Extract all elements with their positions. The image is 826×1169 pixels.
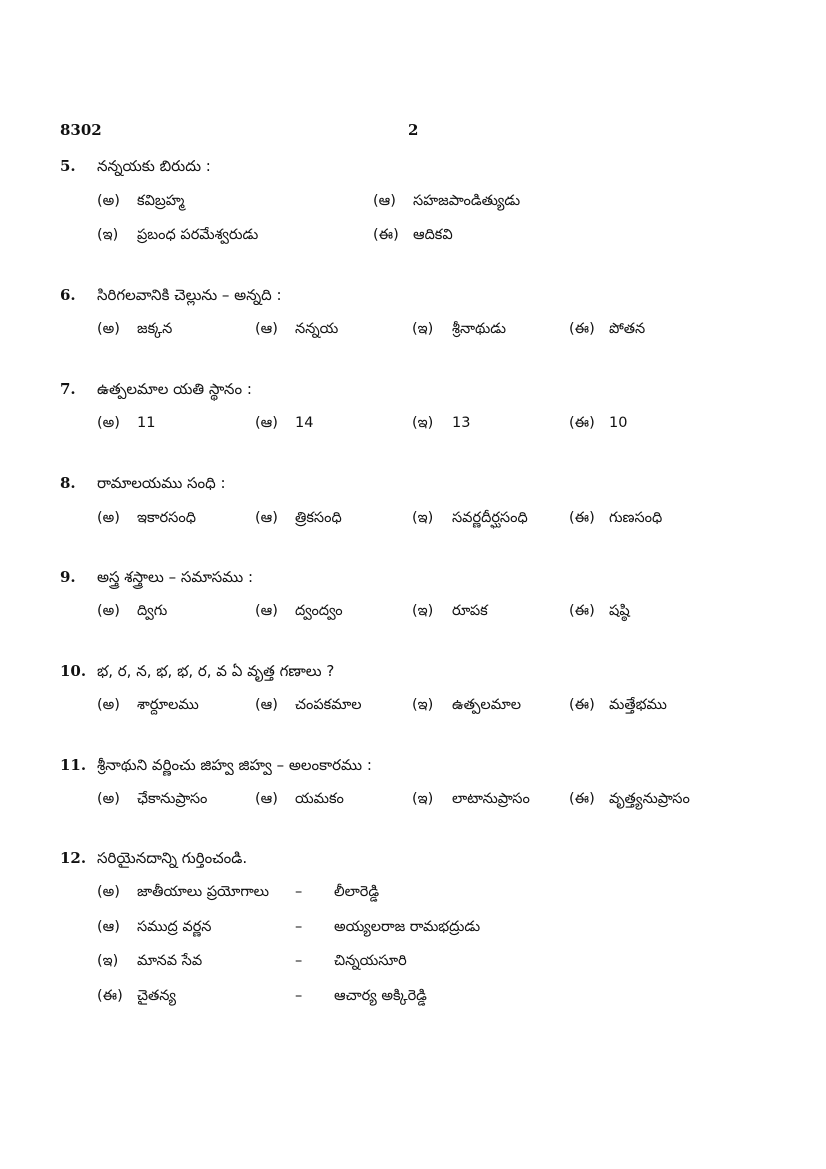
option-label: (ఆ) [255, 321, 278, 337]
option-i [412, 601, 488, 621]
match-right: ఆచార్య అక్కిరెడ్డి [334, 988, 427, 1004]
option-value: లాటానుప్రాసం [452, 791, 530, 807]
option-label: (అ) [97, 321, 120, 337]
question-number: 5. [60, 157, 76, 175]
question-text: రామాలయము సంధి : [97, 474, 226, 492]
option-label: (ఇ) [412, 510, 434, 526]
option-value: శ్రీనాథుడు [452, 321, 507, 337]
option-ii [569, 789, 690, 809]
option-label: (అ) [97, 510, 120, 526]
option-ii [569, 413, 627, 433]
option-label: (ఆ) [255, 697, 278, 713]
option-row [60, 508, 780, 528]
page-number: 2 [408, 121, 419, 139]
option-label: (ఇ) [97, 953, 119, 969]
option-i [412, 413, 470, 433]
option-ii [569, 508, 662, 528]
option-ii [569, 695, 667, 715]
option-value: ద్వంద్వం [295, 603, 343, 619]
option-value: మత్తేభము [609, 697, 667, 713]
option-label: (అ) [97, 697, 120, 713]
option-a [97, 789, 207, 809]
option-row [60, 319, 780, 339]
option-value: గుణసంధి [609, 510, 663, 526]
option-value: పోతన [609, 321, 646, 337]
option-label: (ఆ) [255, 415, 278, 431]
option-row [60, 413, 780, 433]
option-value: సవర్ణదీర్ఘసంధి [452, 510, 528, 526]
match-dash: – [295, 988, 303, 1004]
option-label: (ఈ) [569, 603, 595, 619]
option-value: ప్రబంధ పరమేశ్వరుడు [137, 227, 259, 243]
option-value: యమకం [295, 791, 344, 807]
option-a [97, 191, 184, 211]
match-left: జాతీయాలు ప్రయోగాలు [137, 884, 269, 900]
question-text: సిరిగలవానికి చెల్లును – అన్నది : [97, 286, 282, 304]
question-text: ఉత్పలమాల యతి స్థానం : [97, 380, 252, 398]
option-value: శార్దూలము [137, 697, 199, 713]
option-a [97, 413, 155, 433]
option-value: 14 [295, 415, 314, 431]
question-text: భ, ర, న, భ, భ, ర, వ ఏ వృత్త గణాలు ? [97, 662, 335, 680]
option-i [97, 225, 258, 245]
option-aa [255, 508, 342, 528]
match-dash: – [295, 953, 303, 969]
option-aa [255, 319, 338, 339]
option-label: (అ) [97, 791, 120, 807]
option-label: (ఇ) [412, 415, 434, 431]
option-ii [569, 319, 645, 339]
option-i [412, 319, 506, 339]
option-value: కవిబ్రహ్మ [137, 193, 185, 209]
question-text: అస్త్ర శస్త్రాలు – సమాసము : [97, 568, 254, 586]
option-label: (ఈ) [569, 415, 595, 431]
match-left: మానవ సేవ [137, 953, 203, 969]
match-row-ii [97, 986, 697, 1006]
match-right: అయ్యలరాజ రామభద్రుడు [334, 919, 481, 935]
question-text: సరియైనదాన్ని గుర్తించండి. [97, 849, 248, 867]
option-value: ఛేకానుప్రాసం [137, 791, 208, 807]
option-value: వృత్త్యనుప్రాసం [609, 791, 690, 807]
option-value: ఇకారసంధి [137, 510, 196, 526]
option-label: (ఈ) [569, 791, 595, 807]
option-label: (ఈ) [569, 321, 595, 337]
option-row [60, 601, 780, 621]
option-aa [255, 413, 313, 433]
option-value: నన్నయ [295, 321, 339, 337]
match-dash: – [295, 919, 303, 935]
question-number: 12. [60, 849, 87, 867]
option-label: (ఈ) [373, 227, 399, 243]
match-right: చిన్నయసూరి [334, 953, 407, 969]
option-row [60, 695, 780, 715]
paper-code: 8302 [60, 121, 102, 139]
match-dash: – [295, 884, 303, 900]
match-row-a [97, 882, 697, 902]
option-label: (ఈ) [97, 988, 123, 1004]
question-text: శ్రీనాథుని వర్ణించు జిహ్వ జిహ్వ – అలంకారము : [97, 756, 372, 774]
option-value: జక్కన [137, 321, 173, 337]
option-ii [373, 225, 453, 245]
option-value: ఉత్పలమాల [452, 697, 521, 713]
option-value: 11 [137, 415, 156, 431]
question-number: 7. [60, 380, 76, 398]
option-value: 13 [452, 415, 471, 431]
option-a [97, 695, 199, 715]
option-label: (ఆ) [255, 510, 278, 526]
option-ii [569, 601, 630, 621]
match-row-aa [97, 917, 697, 937]
option-aa [255, 695, 362, 715]
option-label: (ఆ) [97, 919, 120, 935]
option-row [60, 789, 780, 809]
question-number: 8. [60, 474, 76, 492]
option-i [412, 695, 521, 715]
option-label: (అ) [97, 193, 120, 209]
option-label: (ఇ) [97, 227, 119, 243]
option-value: సహజపాండిత్యుడు [413, 193, 521, 209]
question-number: 6. [60, 286, 76, 304]
question-number: 11. [60, 756, 87, 774]
option-value: ద్విగు [137, 603, 168, 619]
option-value: చంపకమాల [295, 697, 362, 713]
option-a [97, 319, 172, 339]
question-number: 10. [60, 662, 87, 680]
option-label: (అ) [97, 884, 120, 900]
option-aa [255, 601, 343, 621]
option-value: ఆదికవి [413, 227, 453, 243]
option-aa [255, 789, 344, 809]
match-right: లీలారెడ్డి [334, 884, 380, 900]
option-label: (అ) [97, 603, 120, 619]
match-left: సముద్ర వర్ణన [137, 919, 212, 935]
match-left: చైతన్య [137, 988, 176, 1004]
option-row [60, 225, 780, 245]
question-text: నన్నయకు బిరుదు : [97, 157, 211, 175]
option-label: (ఈ) [569, 510, 595, 526]
option-value: 10 [609, 415, 628, 431]
question-number: 9. [60, 568, 76, 586]
option-a [97, 601, 167, 621]
option-i [412, 508, 528, 528]
option-aa [373, 191, 520, 211]
option-a [97, 508, 196, 528]
option-label: (ఈ) [569, 697, 595, 713]
option-label: (ఇ) [412, 603, 434, 619]
option-i [412, 789, 530, 809]
option-label: (ఇ) [412, 791, 434, 807]
option-label: (ఆ) [373, 193, 396, 209]
option-row [60, 191, 780, 211]
option-value: షష్ఠి [609, 603, 630, 619]
option-value: త్రికసంధి [295, 510, 342, 526]
option-label: (ఆ) [255, 603, 278, 619]
match-row-i [97, 951, 697, 971]
option-label: (ఇ) [412, 697, 434, 713]
option-label: (ఆ) [255, 791, 278, 807]
option-label: (ఇ) [412, 321, 434, 337]
option-label: (అ) [97, 415, 120, 431]
option-value: రూపక [452, 603, 488, 619]
